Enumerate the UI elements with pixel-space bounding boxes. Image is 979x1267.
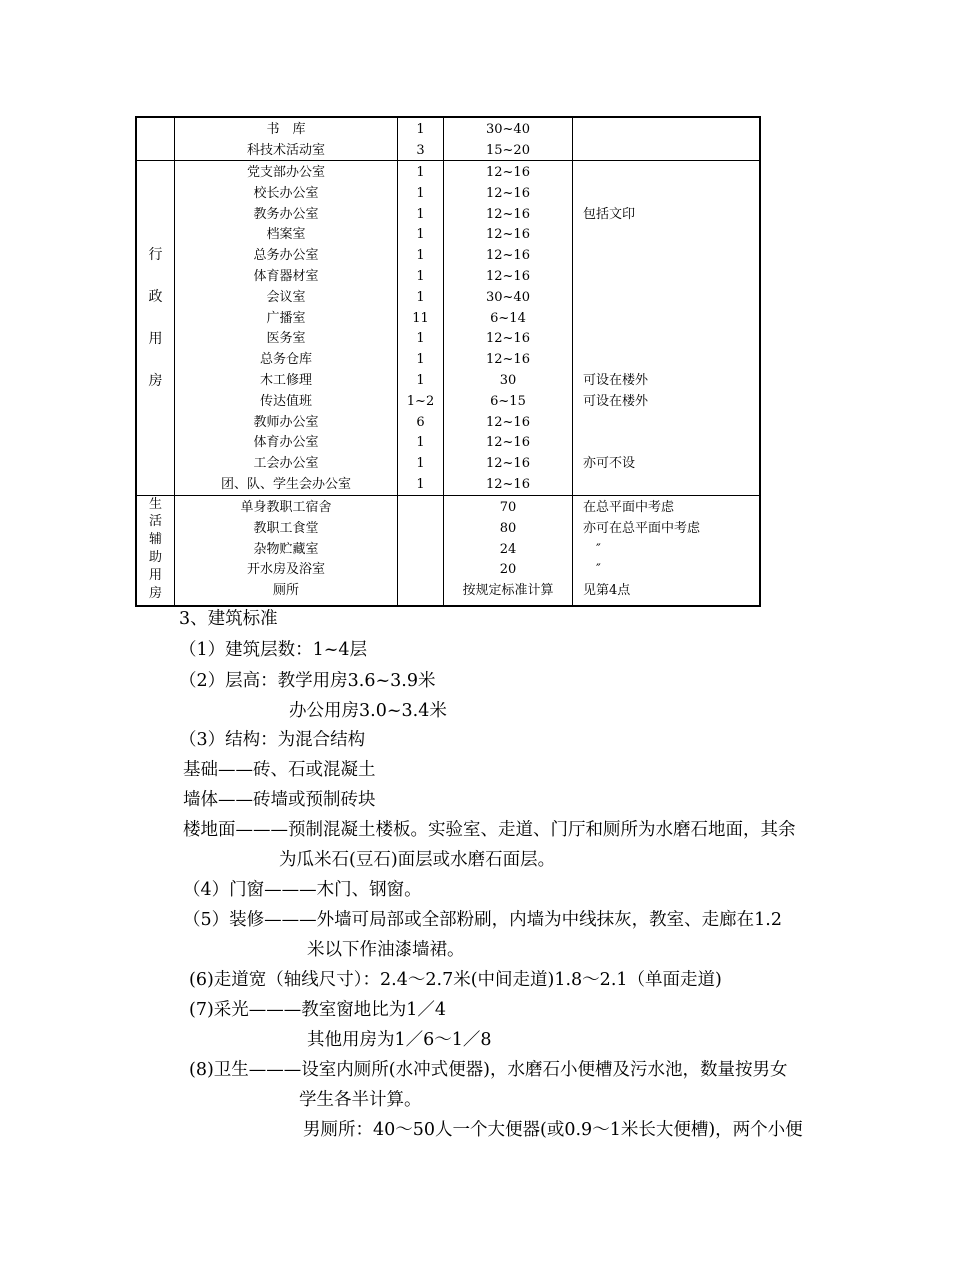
room-area: 12~16 bbox=[486, 331, 530, 347]
room-area: 30 bbox=[499, 373, 517, 388]
room-name: 厕所 bbox=[272, 583, 299, 599]
room-note bbox=[583, 162, 761, 183]
text-line: （5）装修———外墙可局部或全部粉刷，内墙为中线抹灰，教室、走廊在1.2 bbox=[183, 910, 782, 930]
text-line: 办公用房3.0~3.4米 bbox=[289, 701, 447, 721]
text-line: (8)卫生———设室内厕所(水冲式便器)，水磨石小便槽及污水池，数量按男女 bbox=[189, 1060, 788, 1080]
room-note bbox=[583, 432, 761, 453]
table-row bbox=[137, 370, 759, 391]
room-area: 15~20 bbox=[486, 143, 530, 158]
room-name: 医务室 bbox=[266, 331, 306, 347]
room-count: 6 bbox=[416, 414, 425, 430]
table-row bbox=[137, 474, 759, 495]
room-note bbox=[583, 349, 761, 370]
room-area: 12~16 bbox=[486, 165, 530, 180]
table-section-misc bbox=[137, 118, 759, 160]
room-note: 亦可不设 bbox=[583, 456, 636, 472]
table-row bbox=[137, 412, 759, 433]
room-area: 12~16 bbox=[486, 248, 530, 264]
room-count: 1~2 bbox=[406, 393, 435, 409]
room-note: ″ bbox=[583, 541, 601, 557]
table-row bbox=[137, 204, 759, 225]
room-count: 1 bbox=[416, 456, 425, 472]
room-count: 1 bbox=[416, 165, 425, 180]
text-line: 为瓜米石(豆石)面层或水磨石面层。 bbox=[279, 850, 556, 870]
room-area: 按规定标准计算 bbox=[462, 583, 554, 599]
table-row bbox=[137, 224, 759, 245]
room-name: 单身教职工宿舍 bbox=[240, 500, 332, 515]
room-count: 1 bbox=[416, 331, 425, 347]
room-name: 传达值班 bbox=[259, 393, 312, 409]
room-area: 24 bbox=[499, 541, 517, 557]
table-row bbox=[137, 328, 759, 349]
table-row bbox=[137, 497, 759, 518]
room-area: 12~16 bbox=[486, 227, 530, 243]
table-row bbox=[137, 391, 759, 412]
room-note bbox=[583, 119, 761, 140]
room-name: 档案室 bbox=[266, 227, 306, 243]
room-count: 1 bbox=[416, 477, 425, 492]
room-area: 30~40 bbox=[486, 289, 530, 305]
room-count: 1 bbox=[416, 122, 425, 137]
text-line: 学生各半计算。 bbox=[299, 1090, 422, 1110]
category-char: 房 bbox=[148, 373, 163, 389]
text-line: （1）建筑层数：1~4层 bbox=[179, 640, 368, 660]
room-area: 12~16 bbox=[486, 185, 530, 201]
category-char: 政 bbox=[148, 289, 163, 305]
category-char: 生 bbox=[148, 497, 162, 512]
room-name: 会议室 bbox=[266, 289, 306, 305]
room-name: 开水房及浴室 bbox=[246, 562, 325, 578]
category-char: 活 bbox=[148, 514, 162, 529]
room-count: 1 bbox=[416, 185, 425, 201]
room-count: 1 bbox=[416, 248, 425, 264]
room-note: 可设在楼外 bbox=[583, 393, 649, 409]
room-name: 科技术活动室 bbox=[246, 143, 325, 158]
text-line: 墙体——砖墙或预制砖块 bbox=[183, 790, 376, 810]
section-heading: 3、建筑标准 bbox=[179, 609, 278, 629]
room-count bbox=[398, 518, 443, 539]
room-count: 1 bbox=[416, 373, 425, 388]
room-name: 总务办公室 bbox=[253, 248, 319, 264]
room-area: 12~16 bbox=[486, 435, 530, 451]
table-row bbox=[137, 453, 759, 474]
room-note bbox=[583, 224, 761, 245]
room-note bbox=[583, 474, 761, 495]
room-count: 1 bbox=[416, 352, 425, 368]
table-row bbox=[137, 349, 759, 370]
room-note: 见第4点 bbox=[583, 583, 631, 599]
text-line: 米以下作油漆墙裙。 bbox=[307, 940, 465, 960]
text-line: 基础——砖、石或混凝土 bbox=[183, 760, 376, 780]
room-name: 团、队、学生会办公室 bbox=[220, 477, 351, 492]
room-area: 12~16 bbox=[486, 477, 530, 492]
room-area: 12~16 bbox=[486, 269, 530, 284]
room-count: 1 bbox=[416, 269, 425, 284]
room-name: 工会办公室 bbox=[253, 456, 319, 472]
room-count: 1 bbox=[416, 289, 425, 305]
text-line: (6)走道宽（轴线尺寸）：2.4～2.7米(中间走道)1.8～2.1（单面走道) bbox=[189, 970, 722, 990]
room-note: 可设在楼外 bbox=[583, 373, 649, 388]
table-row bbox=[137, 245, 759, 266]
room-name: 党支部办公室 bbox=[246, 165, 325, 180]
room-area: 12~16 bbox=[486, 414, 530, 430]
category-char: 用 bbox=[148, 568, 162, 583]
table-row bbox=[137, 140, 759, 161]
room-note bbox=[583, 287, 761, 308]
text-line: (7)采光———教室窗地比为1／4 bbox=[189, 1000, 447, 1020]
room-area: 12~16 bbox=[486, 456, 530, 472]
table-row bbox=[137, 432, 759, 453]
table-row bbox=[137, 308, 759, 329]
category-char: 用 bbox=[148, 331, 163, 347]
table-row bbox=[137, 518, 759, 539]
text-line: （4）门窗———木门、钢窗。 bbox=[183, 880, 422, 900]
table-row bbox=[137, 183, 759, 204]
table-row bbox=[137, 287, 759, 308]
room-note bbox=[583, 183, 761, 204]
room-area: 6~14 bbox=[490, 310, 526, 326]
room-name: 体育器材室 bbox=[253, 269, 319, 284]
room-area: 30~40 bbox=[486, 122, 530, 137]
table-row bbox=[137, 162, 759, 183]
room-count: 1 bbox=[416, 227, 425, 243]
room-count: 11 bbox=[412, 310, 429, 326]
room-count: 1 bbox=[416, 206, 425, 222]
category-char: 房 bbox=[148, 586, 162, 601]
room-count bbox=[398, 580, 443, 601]
table-row bbox=[137, 580, 759, 601]
room-note bbox=[583, 266, 761, 287]
table-section-support bbox=[137, 495, 759, 605]
room-count: 1 bbox=[416, 435, 425, 451]
room-name: 杂物贮藏室 bbox=[253, 541, 319, 557]
text-line: 男厕所：40～50人一个大便器(或0.9～1米长大便槽)，两个小便 bbox=[303, 1120, 803, 1140]
room-count bbox=[398, 539, 443, 560]
room-count: 3 bbox=[416, 143, 425, 158]
room-name: 体育办公室 bbox=[253, 435, 319, 451]
room-area: 80 bbox=[499, 520, 517, 536]
table-row bbox=[137, 539, 759, 560]
room-note: 包括文印 bbox=[583, 206, 636, 222]
table-section-admin bbox=[137, 160, 759, 495]
room-count bbox=[398, 559, 443, 580]
room-table bbox=[135, 116, 761, 607]
category-char: 辅 bbox=[148, 532, 162, 547]
room-note: ″ bbox=[583, 562, 601, 578]
table-row bbox=[137, 559, 759, 580]
room-note bbox=[583, 140, 761, 161]
room-area: 12~16 bbox=[486, 206, 530, 222]
room-count bbox=[398, 497, 443, 518]
room-area: 70 bbox=[499, 500, 517, 515]
room-note: 在总平面中考虑 bbox=[583, 500, 675, 515]
room-note bbox=[583, 328, 761, 349]
room-area: 20 bbox=[499, 562, 517, 578]
category-char: 行 bbox=[148, 247, 163, 263]
text-line: 楼地面———预制混凝土楼板。实验室、走道、门厅和厕所为水磨石地面，其余 bbox=[183, 820, 796, 840]
room-note: 亦可在总平面中考虑 bbox=[583, 520, 701, 536]
room-note bbox=[583, 245, 761, 266]
room-name: 书 库 bbox=[266, 122, 306, 137]
room-name: 校长办公室 bbox=[253, 185, 319, 201]
room-name: 教务办公室 bbox=[253, 206, 319, 222]
room-name: 教师办公室 bbox=[253, 414, 319, 430]
category-char: 助 bbox=[148, 550, 162, 565]
room-name: 广播室 bbox=[266, 310, 306, 326]
room-area: 12~16 bbox=[486, 352, 530, 368]
room-note bbox=[583, 308, 761, 329]
room-note bbox=[583, 412, 761, 433]
room-area: 6~15 bbox=[490, 393, 526, 409]
room-name: 教职工食堂 bbox=[253, 520, 319, 536]
table-row bbox=[137, 266, 759, 287]
text-line: （2）层高：教学用房3.6~3.9米 bbox=[179, 671, 436, 691]
room-name: 木工修理 bbox=[259, 373, 312, 388]
text-line: （3）结构：为混合结构 bbox=[179, 730, 366, 750]
room-name: 总务仓库 bbox=[259, 352, 312, 368]
text-line: 其他用房为1／6～1／8 bbox=[307, 1030, 492, 1050]
table-row bbox=[137, 119, 759, 140]
